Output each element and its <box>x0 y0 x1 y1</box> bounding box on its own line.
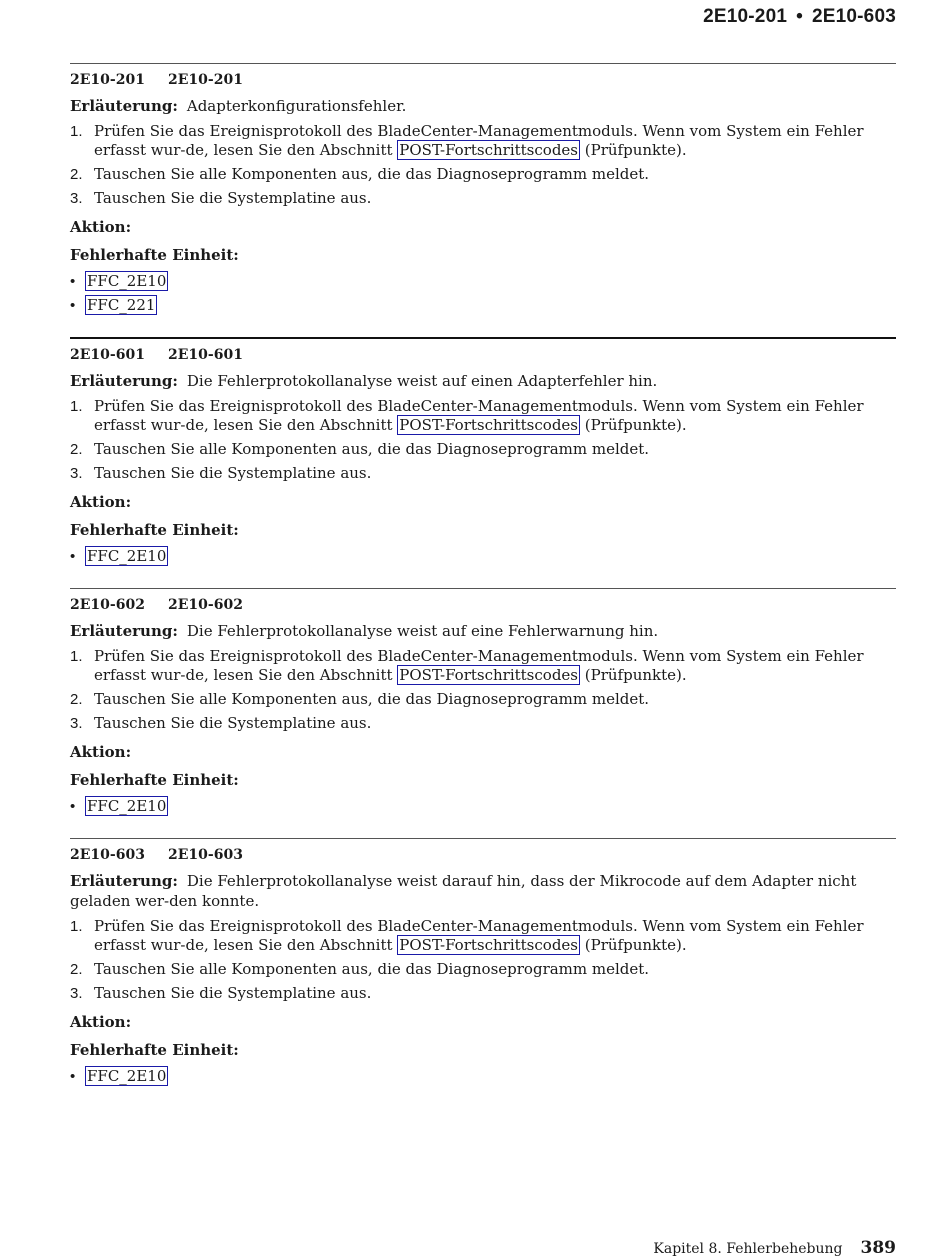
error-code: 2E10-602 <box>70 597 145 613</box>
error-code-list <box>70 63 896 1108</box>
fru-label: Fehlerhafte Einheit: <box>70 246 239 264</box>
fru-item <box>70 1067 896 1086</box>
action-label: Aktion: <box>70 493 132 511</box>
step-number: 2. <box>70 961 83 978</box>
fru-item <box>70 797 896 816</box>
step-item <box>70 397 896 435</box>
fru-link[interactable]: FFC_2E10 <box>87 547 167 565</box>
action-label: Aktion: <box>70 1013 132 1031</box>
section-divider <box>70 63 896 64</box>
error-code: 2E10-603 <box>70 847 145 863</box>
step-item <box>70 714 896 733</box>
fru-list <box>70 272 896 315</box>
step-text: Tauschen Sie alle Komponenten aus, die das Diagnoseprogramm meldet. <box>94 960 650 978</box>
header-separator: • <box>796 6 803 27</box>
explanation-label: Erläuterung: <box>70 97 178 115</box>
error-entry <box>70 63 896 315</box>
section-divider <box>70 588 896 589</box>
fru-item <box>70 547 896 566</box>
step-text: Prüfen Sie das Ereignisprotokoll des BladeCenter-Managementmoduls. Wenn vom System ein Fehler erfasst wur-de, lesen Sie den Abschnitt <box>94 647 864 684</box>
page-number: 389 <box>860 1238 896 1258</box>
error-code: 2E10-201 <box>70 72 145 88</box>
fru-link[interactable]: FFC_2E10 <box>87 272 167 290</box>
fru-label: Fehlerhafte Einheit: <box>70 771 239 789</box>
explanation-text: Adapterkonfigurationsfehler. <box>186 97 407 115</box>
section-divider <box>70 337 896 339</box>
error-code-heading <box>70 847 896 863</box>
error-code: 2E10-601 <box>70 347 145 363</box>
step-text: Prüfen Sie das Ereignisprotokoll des BladeCenter-Managementmoduls. Wenn vom System ein Fehler erfasst wur-de, lesen Sie den Abschnitt <box>94 122 864 159</box>
error-code-title: 2E10-601 <box>168 347 243 363</box>
explanation-text: Die Fehlerprotokollanalyse weist darauf hin, dass der Mikrocode auf dem Adapter nicht geladen wer-den konnte. <box>70 872 857 910</box>
step-item <box>70 440 896 459</box>
fru-label: Fehlerhafte Einheit: <box>70 1041 239 1059</box>
explanation <box>70 371 896 391</box>
error-entry <box>70 337 896 566</box>
step-text: Tauschen Sie die Systemplatine aus. <box>94 714 372 732</box>
step-number: 3. <box>70 190 83 207</box>
fru-item <box>70 296 896 315</box>
error-code-heading <box>70 72 896 88</box>
step-item <box>70 189 896 208</box>
error-entry <box>70 588 896 816</box>
fru-list <box>70 797 896 816</box>
bullet: • <box>70 273 76 290</box>
step-text: Tauschen Sie alle Komponenten aus, die das Diagnoseprogramm meldet. <box>94 690 650 708</box>
post-codes-link[interactable]: POST-Fortschrittscodes <box>399 936 578 954</box>
step-number: 1. <box>70 648 83 665</box>
section-divider <box>70 838 896 839</box>
fru-link[interactable]: FFC_2E10 <box>87 1067 167 1085</box>
step-text: Prüfen Sie das Ereignisprotokoll des BladeCenter-Managementmoduls. Wenn vom System ein Fehler erfasst wur-de, lesen Sie den Abschnitt <box>94 397 864 434</box>
explanation <box>70 871 896 911</box>
header-code-end: 2E10-603 <box>811 6 896 27</box>
error-code-heading <box>70 597 896 613</box>
action-label: Aktion: <box>70 743 132 761</box>
step-number: 2. <box>70 691 83 708</box>
bullet: • <box>70 297 76 314</box>
step-text-suffix: (Prüfpunkte). <box>584 416 687 434</box>
post-codes-link[interactable]: POST-Fortschrittscodes <box>399 666 578 684</box>
step-item <box>70 647 896 685</box>
step-number: 2. <box>70 441 83 458</box>
explanation <box>70 96 896 116</box>
steps-list <box>70 122 896 208</box>
step-number: 1. <box>70 918 83 935</box>
step-number: 3. <box>70 985 83 1002</box>
post-codes-link[interactable]: POST-Fortschrittscodes <box>399 416 578 434</box>
fru-label: Fehlerhafte Einheit: <box>70 521 239 539</box>
fru-item <box>70 272 896 291</box>
step-item <box>70 690 896 709</box>
error-code-title: 2E10-602 <box>168 597 243 613</box>
steps-list <box>70 647 896 733</box>
step-number: 3. <box>70 715 83 732</box>
error-code-heading <box>70 347 896 363</box>
step-text-suffix: (Prüfpunkte). <box>584 936 687 954</box>
post-codes-link[interactable]: POST-Fortschrittscodes <box>399 141 578 159</box>
step-text: Tauschen Sie die Systemplatine aus. <box>94 464 372 482</box>
step-item <box>70 960 896 979</box>
step-text: Tauschen Sie alle Komponenten aus, die das Diagnoseprogramm meldet. <box>94 440 650 458</box>
explanation-label: Erläuterung: <box>70 372 178 390</box>
step-item <box>70 122 896 160</box>
bullet: • <box>70 798 76 815</box>
fru-list <box>70 547 896 566</box>
action-label: Aktion: <box>70 218 132 236</box>
steps-list <box>70 397 896 483</box>
explanation-text: Die Fehlerprotokollanalyse weist auf eine Fehlerwarnung hin. <box>186 622 659 640</box>
bullet: • <box>70 1068 76 1085</box>
step-number: 3. <box>70 465 83 482</box>
step-text: Tauschen Sie die Systemplatine aus. <box>94 189 372 207</box>
error-code-title: 2E10-201 <box>168 72 243 88</box>
page-footer <box>653 1238 896 1258</box>
step-text: Tauschen Sie alle Komponenten aus, die das Diagnoseprogramm meldet. <box>94 165 650 183</box>
error-entry <box>70 838 896 1086</box>
step-number: 1. <box>70 398 83 415</box>
step-item <box>70 464 896 483</box>
error-code-title: 2E10-603 <box>168 847 243 863</box>
chapter-title: Kapitel 8. Fehlerbehebung <box>653 1241 843 1257</box>
step-number: 2. <box>70 166 83 183</box>
step-text: Tauschen Sie die Systemplatine aus. <box>94 984 372 1002</box>
step-text: Prüfen Sie das Ereignisprotokoll des BladeCenter-Managementmoduls. Wenn vom System ein Fehler erfasst wur-de, lesen Sie den Abschnitt <box>94 917 864 954</box>
bullet: • <box>70 548 76 565</box>
step-item <box>70 165 896 184</box>
explanation-label: Erläuterung: <box>70 872 178 890</box>
fru-link[interactable]: FFC_221 <box>87 296 156 314</box>
fru-list <box>70 1067 896 1086</box>
header-code-start: 2E10-201 <box>703 6 788 27</box>
page-header <box>703 6 896 28</box>
explanation-label: Erläuterung: <box>70 622 178 640</box>
explanation <box>70 621 896 641</box>
step-item <box>70 984 896 1003</box>
steps-list <box>70 917 896 1003</box>
step-text-suffix: (Prüfpunkte). <box>584 666 687 684</box>
step-item <box>70 917 896 955</box>
explanation-text: Die Fehlerprotokollanalyse weist auf einen Adapterfehler hin. <box>186 372 658 390</box>
step-text-suffix: (Prüfpunkte). <box>584 141 687 159</box>
step-number: 1. <box>70 123 83 140</box>
fru-link[interactable]: FFC_2E10 <box>87 797 167 815</box>
